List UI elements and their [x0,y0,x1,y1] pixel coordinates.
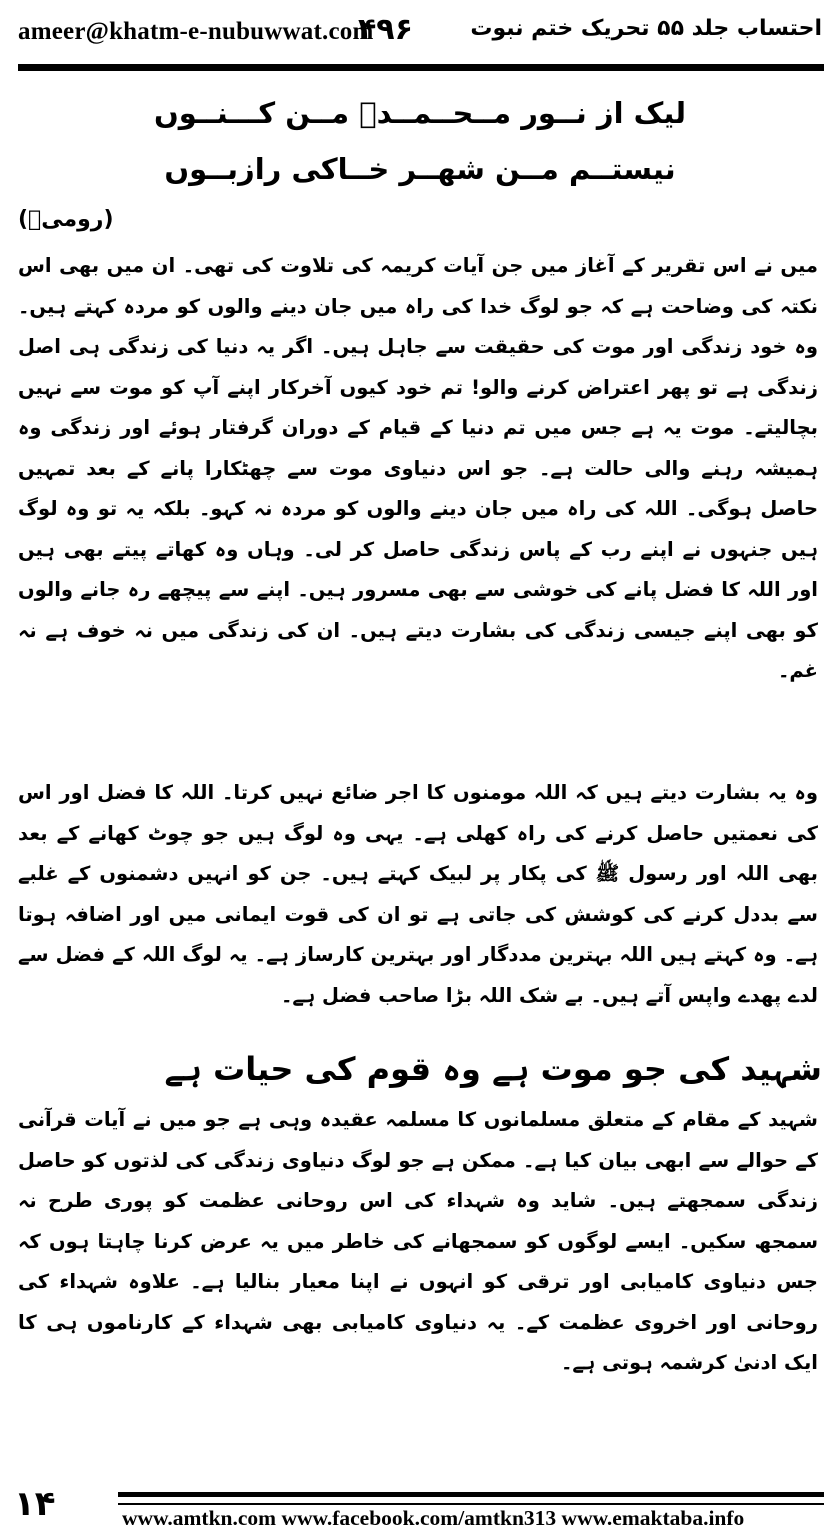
poem-attribution: (رومیؒ) [18,207,114,232]
page-header [18,10,822,56]
footer-links: www.amtkn.com www.facebook.com/amtkn313 www.emaktaba.info [122,1506,745,1530]
header-email: ameer@khatm-e-nubuwwat.com [18,18,374,45]
paragraph-2: وہ یہ بشارت دیتے ہیں کہ اللہ مومنوں کا اجر ضائع نہیں کرتا۔ اللہ کا فضل اور اس کی نعمتیں حاصل کرنے کی راہ کھلی ہے۔ یہی وہ لوگ ہیں جو چوٹ کھانے کے بعد بھی اللہ اور رسول ﷺ کی پکار پر لبیک کہتے ہیں۔ جن کو انہیں دشمنوں کے غلبے سے بددل کرنے کی کوشش کی جاتی ہے تو ان کی قوت ایمانی میں اور اضافہ ہوتا ہے۔ وہ کہتے ہیں اللہ بہترین مددگار اور بہترین کارساز ہے۔ یہ لوگ اللہ کے فضل سے لدے پھدے واپس آتے ہیں۔ بے شک اللہ بڑا صاحب فضل ہے۔ [18,781,818,1007]
paragraph-1: میں نے اس تقریر کے آغاز میں جن آیات کریمہ کی تلاوت کی تھی۔ ان میں بھی اس نکتہ کی وضاحت ہے کہ جو لوگ خدا کی راہ میں جان دینے والوں کو مردہ کہتے ہیں۔ وہ خود زندگی اور موت کی حقیقت سے جاہل ہیں۔ اگر یہ دنیا کی زندگی ہی اصل زندگی ہے تو پھر اعتراض کرنے والو! تم خود کیوں آخرکار اپنے آپ کو موت سے نہیں بچالیتے۔ موت یہ ہے جس میں تم دنیا کے قیام کے دوران گرفتار ہوئے اور زندگی وہ ہمیشہ رہنے والی حالت ہے۔ جو اس دنیاوی موت سے چھٹکارا پانے کے بعد تمہیں حاصل ہوگی۔ اللہ کی راہ میں جان دینے والوں کو مردہ نہ کہو۔ بلکہ یہ تو وہ لوگ ہیں جنہوں نے اپنے رب کے پاس زندگی حاصل کر لی۔ وہاں وہ کھاتے پیتے بھی ہیں اور اللہ کا فضل پانے کی خوشی سے بھی مسرور ہیں۔ اپنے سے پیچھے رہ جانے والوں کو بھی اپنے جیسی زندگی کی بشارت دیتے ہیں۔ ان کی زندگی میں نہ خوف ہے نہ غم۔ [18,254,818,682]
poem-line-2: نیستــم مــن شهــر خــاکی رازبــوں [164,152,676,186]
footer-divider-thin [118,1503,824,1505]
section-heading: شہید کی جو موت ہے وہ قوم کی حیات ہے [164,1050,822,1088]
header-book-title: احتساب جلد ۵۵ تحریک ختم نبوت [470,16,822,41]
header-page-number: ۴۹۶ [358,12,413,47]
poem-line-1: لیک از نــور مــحــمــدؐ مــن کـــنــوں [153,96,687,130]
paragraph-3: شہید کے مقام کے متعلق مسلمانوں کا مسلمہ عقیدہ وہی ہے جو میں نے آیات قرآنی کے حوالے سے ابھی بیان کیا ہے۔ ممکن ہے جو لوگ دنیاوی زندگی کی لذتوں کو حاصل زندگی سمجھتے ہیں۔ شاید وہ شہداء کی اس روحانی عظمت کو پوری طرح نہ سمجھ سکیں۔ ایسے لوگوں کو سمجھانے کی خاطر میں یہ عرض کرنا چاہتا ہوں کہ جس دنیاوی کامیابی اور ترقی کو انہوں نے اپنا معیار بنالیا ہے۔ علاوہ شہداء کی روحانی اور اخروی عظمت کے۔ یہ دنیاوی کامیابی بھی شہداء کے کارناموں ہی کا ایک ادنیٰ کرشمہ ہوتی ہے۔ [18,1108,818,1374]
footer-page-number: ۱۴ [14,1484,56,1524]
header-divider [18,64,824,71]
footer-divider-thick [118,1492,824,1497]
